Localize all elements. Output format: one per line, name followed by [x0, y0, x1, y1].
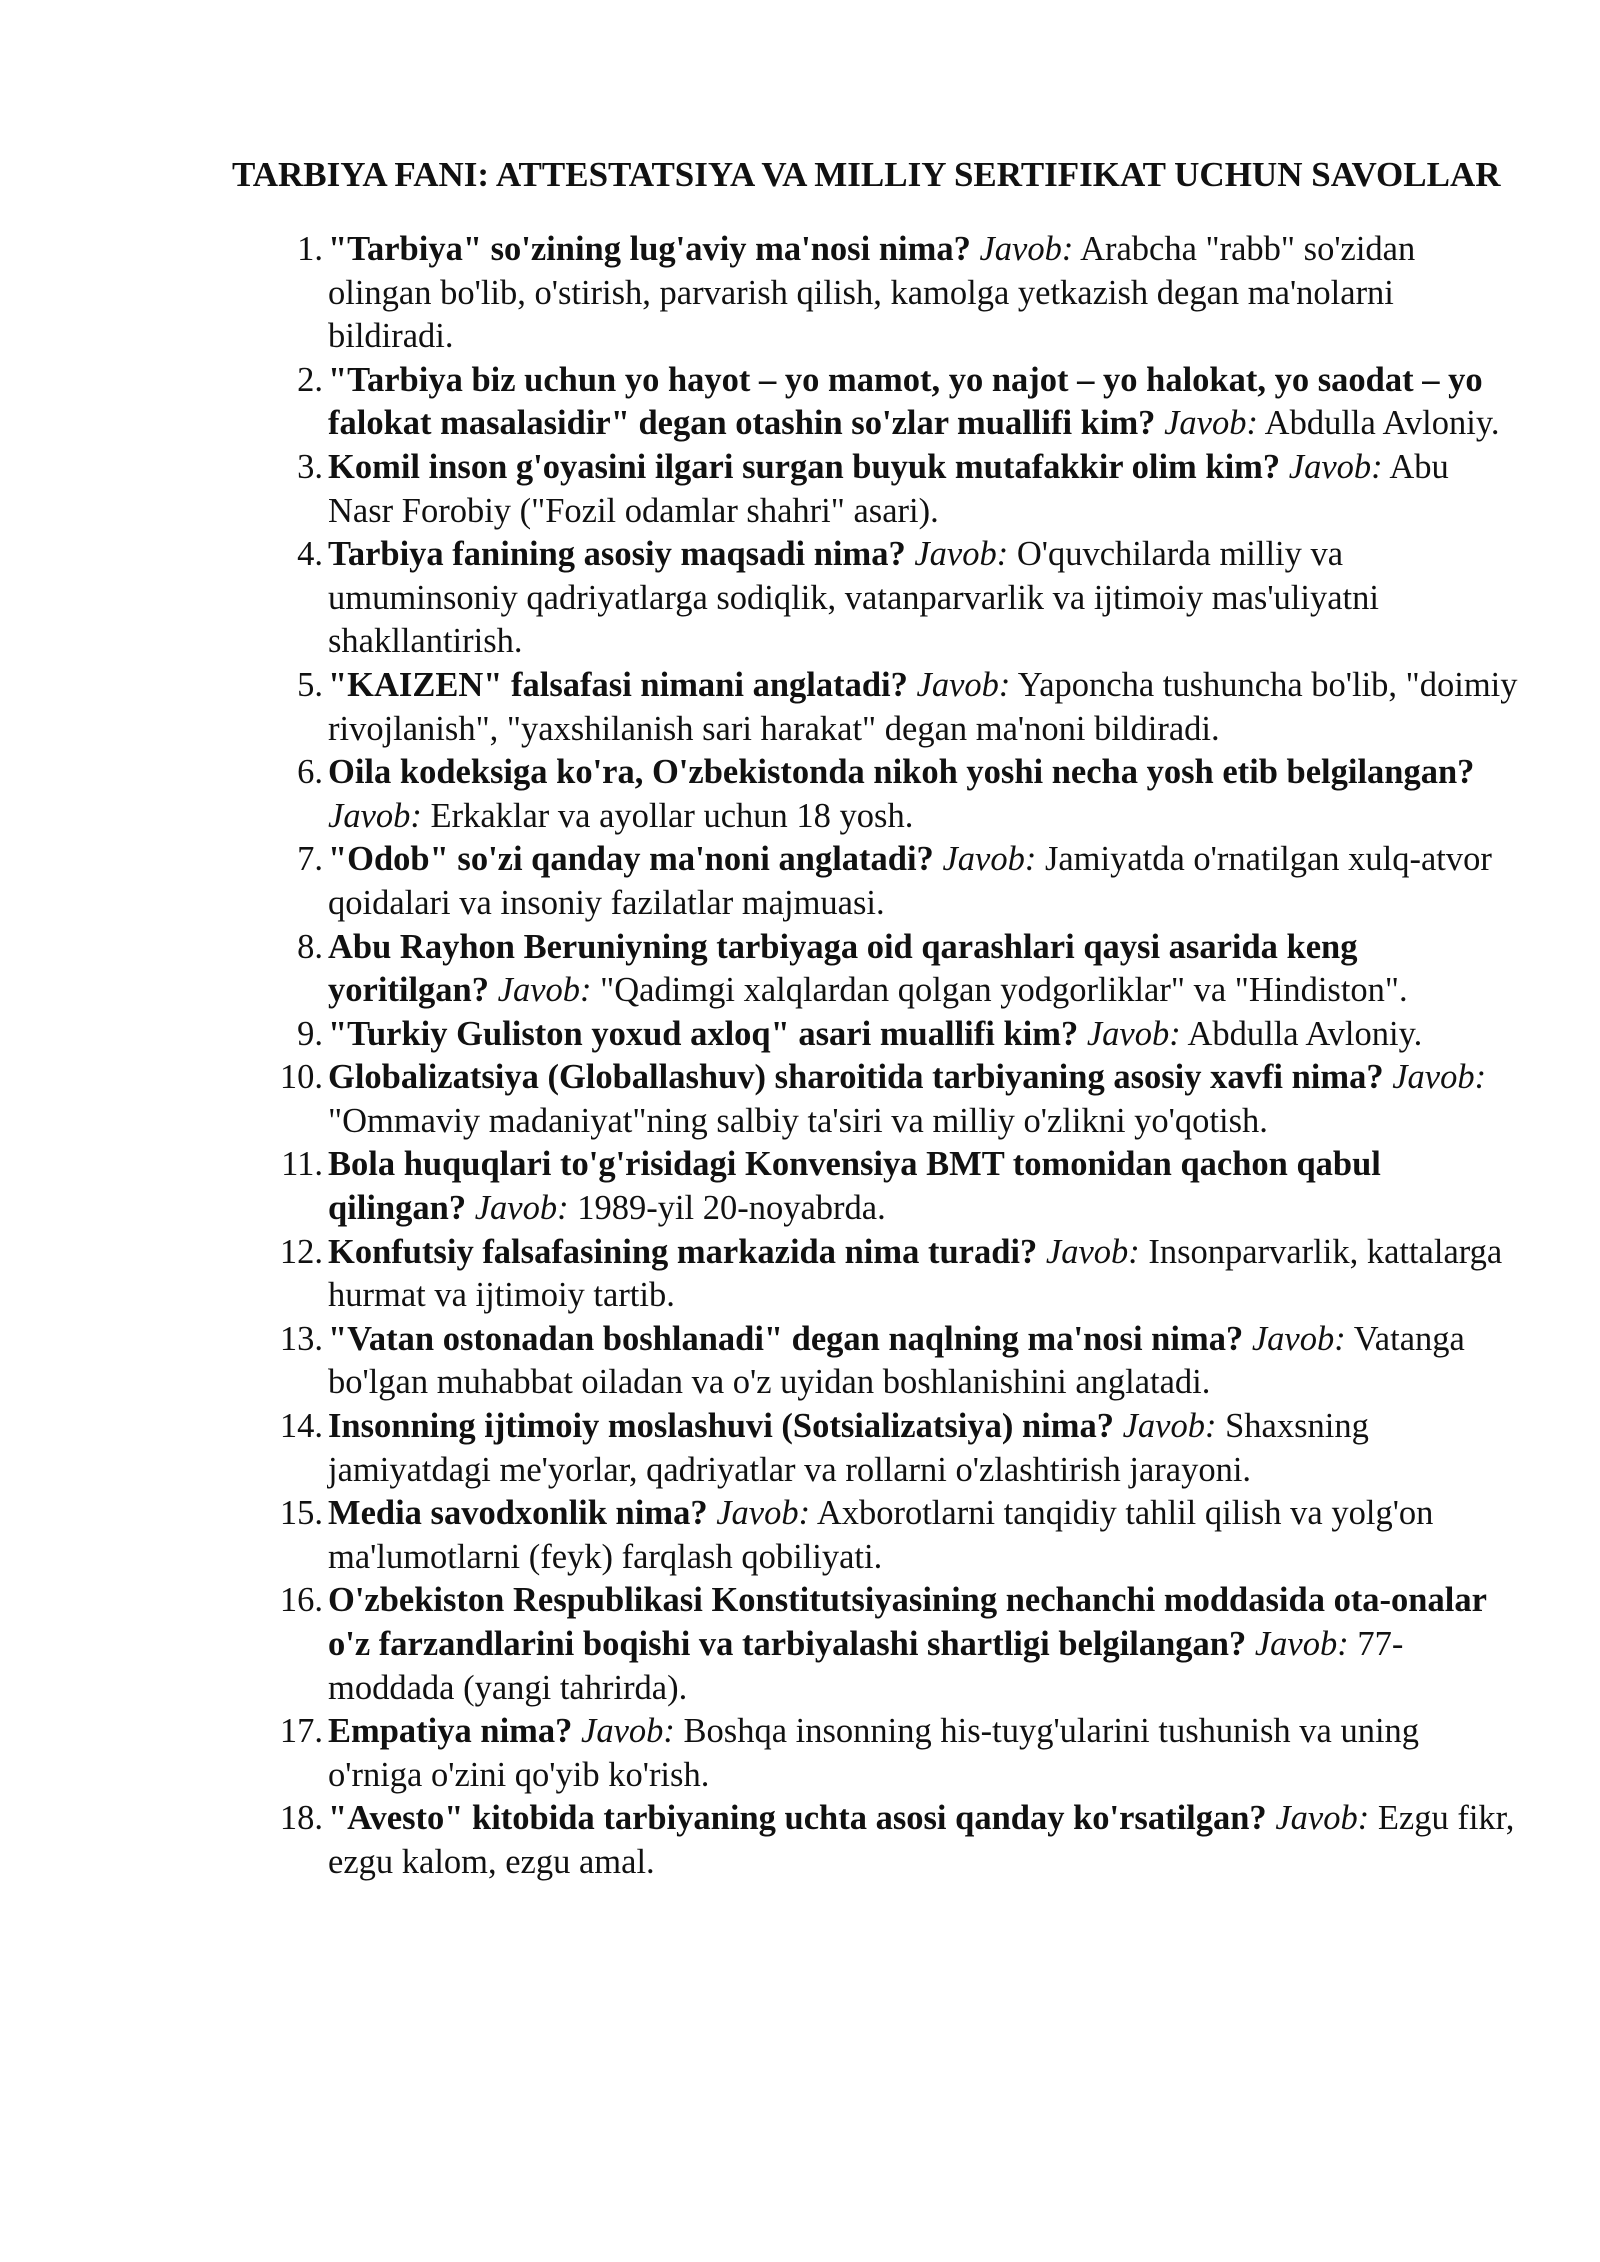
answer-text: 1989-yil 20-noyabrda.: [577, 1189, 886, 1228]
list-item: [232, 1056, 1520, 1143]
item-number: 12.: [279, 1232, 323, 1271]
question-text: "Turkiy Guliston yoxud axloq" asari muallifi kim?: [328, 1014, 1079, 1053]
answer-label: Javob:: [1251, 1319, 1346, 1358]
answer-label: Javob:: [1275, 1799, 1370, 1838]
answer-text: Arabcha "rabb" so'zidan olingan bo'lib, o'stirish, parvarish qilish, kamolga yetkazish degan ma'nolarni bildiradi.: [328, 230, 1416, 356]
answer-text: "Ommaviy madaniyat"ning salbiy ta'siri va milliy o'zlikni yo'qotish.: [328, 1101, 1268, 1140]
answer-text: Yaponcha tushuncha bo'lib, "doimiy rivojlanish", "yaxshilanish sari harakat" degan ma'noni bildiradi.: [328, 665, 1518, 748]
answer-label: Javob:: [1288, 447, 1383, 486]
answer-text: Abdulla Avloniy.: [1264, 404, 1500, 443]
item-number: 13.: [279, 1319, 323, 1358]
question-text: Empatiya nima?: [328, 1712, 573, 1751]
answer-label: Javob:: [1254, 1625, 1349, 1663]
answer-label: Javob:: [1045, 1232, 1140, 1271]
list-item: [232, 1492, 1520, 1579]
list-item: [232, 1013, 1520, 1057]
answer-text: 77-moddada (yangi tahrirda).: [328, 1625, 1404, 1707]
question-text: Bola huquqlari to'g'risidagi Konvensiya BMT tomonidan qachon qabul qilingan?: [328, 1145, 1381, 1228]
item-number: 1.: [297, 230, 323, 268]
answer-text: Boshqa insonning his-tuyg'ularini tushunish va uning o'rniga o'zini qo'yib ko'rish.: [328, 1712, 1420, 1794]
list-item: [232, 1143, 1520, 1230]
question-text: "Tarbiya biz uchun yo hayot – yo mamot, yo najot – yo halokat, yo saodat – yo falokat masalasidir" degan otashin so'zlar muallifi kim?: [328, 360, 1483, 443]
answer-text: Abu Nasr Forobiy ("Fozil odamlar shahri" asari).: [328, 447, 1449, 530]
document-title: TARBIYA FANI: ATTESTATSIYA VA MILLIY SERTIFIKAT UCHUN SAVOLLAR: [232, 155, 1501, 194]
list-item: [232, 1405, 1520, 1492]
item-number: 8.: [297, 927, 323, 966]
list-item: [232, 838, 1520, 925]
answer-label: Javob:: [916, 665, 1011, 704]
document-page: [232, 152, 1520, 1885]
answer-text: "Qadimgi xalqlardan qolgan yodgorliklar" va "Hindiston".: [600, 971, 1408, 1010]
answer-label: Javob:: [1164, 404, 1258, 443]
list-item: [232, 359, 1520, 446]
item-number: 3.: [297, 447, 323, 486]
list-item: [232, 1710, 1520, 1797]
answer-text: Jamiyatda o'rnatilgan xulq-atvor qoidalari va insoniy fazilatlar majmuasi.: [328, 840, 1492, 922]
question-text: "Vatan ostonadan boshlanadi" degan naqlning ma'nosi nima?: [328, 1319, 1244, 1358]
list-item: [232, 228, 1520, 359]
item-number: 7.: [297, 840, 323, 879]
question-text: Komil inson g'oyasini ilgari surgan buyuk mutafakkir olim kim?: [328, 447, 1281, 486]
answer-label: Javob:: [942, 840, 1037, 879]
answer-label: Javob:: [914, 535, 1009, 574]
question-text: Media savodxonlik nima?: [328, 1494, 708, 1533]
answer-text: Shaxsning jamiyatdagi me'yorlar, qadriyatlar va rollarni o'zlashtirish jarayoni.: [328, 1407, 1369, 1489]
answer-label: Javob:: [497, 971, 592, 1010]
list-item: [232, 446, 1520, 533]
list-item: [232, 1318, 1520, 1405]
item-number: 15.: [279, 1494, 323, 1533]
list-item: [232, 533, 1520, 664]
item-number: 5.: [297, 665, 323, 704]
item-number: 18.: [279, 1799, 323, 1838]
list-item: [232, 926, 1520, 1013]
item-number: 17.: [279, 1712, 323, 1751]
question-text: Insonning ijtimoiy moslashuvi (Sotsializatsiya) nima?: [328, 1407, 1114, 1446]
answer-text: Abdulla Avloniy.: [1187, 1014, 1423, 1053]
answer-label: Javob:: [474, 1189, 569, 1228]
question-text: "Odob" so'zi qanday ma'noni anglatadi?: [328, 840, 934, 879]
list-item: [232, 1231, 1520, 1318]
question-list: [232, 228, 1520, 1885]
question-text: Konfutsiy falsafasining markazida nima turadi?: [328, 1232, 1038, 1271]
question-text: Oila kodeksiga ko'ra, O'zbekistonda nikoh yoshi necha yosh etib belgilangan?: [328, 753, 1475, 792]
question-text: "Avesto" kitobida tarbiyaning uchta asosi qanday ko'rsatilgan?: [328, 1799, 1267, 1838]
item-number: 4.: [297, 535, 323, 574]
item-number: 11.: [281, 1145, 323, 1184]
answer-text: Erkaklar va ayollar uchun 18 yosh.: [430, 796, 914, 835]
answer-text: Insonparvarlik, kattalarga hurmat va ijtimoiy tartib.: [328, 1232, 1503, 1315]
item-number: 14.: [279, 1407, 323, 1446]
question-text: "KAIZEN" falsafasi nimani anglatadi?: [328, 665, 908, 704]
item-number: 10.: [279, 1058, 323, 1097]
answer-text: Vatanga bo'lgan muhabbat oiladan va o'z uyidan boshlanishini anglatadi.: [328, 1319, 1465, 1402]
answer-label: Javob:: [1392, 1058, 1487, 1097]
item-number: 9.: [297, 1014, 323, 1053]
list-item: [232, 1579, 1520, 1710]
question-text: Tarbiya fanining asosiy maqsadi nima?: [328, 535, 906, 574]
answer-text: O'quvchilarda milliy va umuminsoniy qadriyatlarga sodiqlik, vatanparvarlik va ijtimoiy mas'uliyatni shakllantirish.: [328, 535, 1379, 661]
list-item: [232, 1797, 1520, 1884]
answer-label: Javob:: [716, 1494, 811, 1533]
answer-label: Javob:: [1122, 1407, 1217, 1446]
item-number: 16.: [279, 1581, 323, 1620]
question-text: "Tarbiya" so'zining lug'aviy ma'nosi nima?: [328, 230, 971, 268]
question-text: O'zbekiston Respublikasi Konstitutsiyasining nechanchi moddasida ota-onalar o'z farzandlarini boqishi va tarbiyalashi shartligi belgilangan?: [328, 1581, 1487, 1663]
list-item: [232, 751, 1520, 838]
list-item: [232, 664, 1520, 751]
answer-label: Javob:: [1086, 1014, 1181, 1053]
question-text: Globalizatsiya (Globallashuv) sharoitida tarbiyaning asosiy xavfi nima?: [328, 1058, 1384, 1097]
item-number: 6.: [297, 753, 323, 792]
answer-text: Ezgu fikr, ezgu kalom, ezgu amal.: [328, 1799, 1515, 1881]
item-number: 2.: [297, 360, 323, 399]
answer-label: Javob:: [328, 796, 422, 835]
question-text: Abu Rayhon Beruniyning tarbiyaga oid qarashlari qaysi asarida keng yoritilgan?: [328, 927, 1358, 1010]
answer-label: Javob:: [581, 1712, 675, 1751]
answer-text: Axborotlarni tanqidiy tahlil qilish va yolg'on ma'lumotlarni (feyk) farqlash qobiliyati.: [328, 1494, 1434, 1576]
answer-label: Javob:: [979, 230, 1074, 268]
